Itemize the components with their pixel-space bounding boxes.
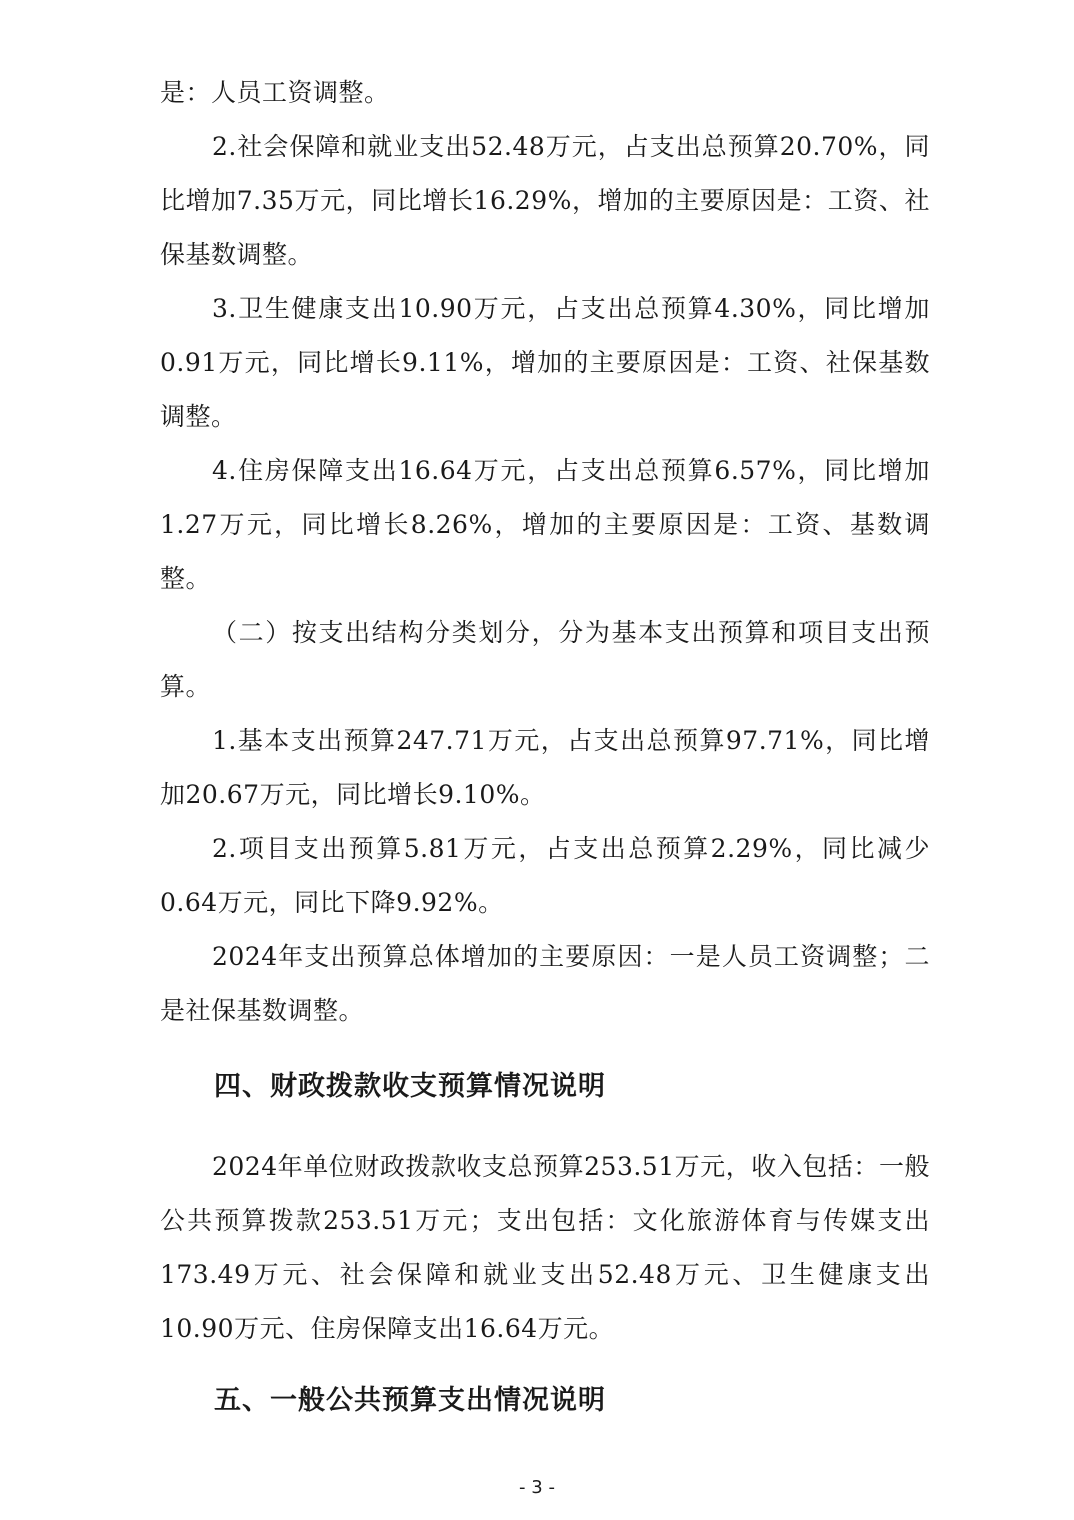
section-heading-4: 四、财政拨款收支预算情况说明: [214, 1071, 606, 1102]
paragraph-basic-expenditure: 1.基本支出预算247.71万元，占支出总预算97.71%，同比增加20.67万元，同比增长9.10%。: [160, 726, 930, 809]
paragraph-continued: 是：人员工资调整。: [160, 78, 390, 107]
page-number: - 3 -: [519, 1477, 555, 1498]
paragraph-social-security: 2.社会保障和就业支出52.48万元，占支出总预算20.70%，同比增加7.35万元，同比增长16.29%，增加的主要原因是：工资、社保基数调整。: [160, 132, 930, 269]
paragraph-health: 3.卫生健康支出10.90万元，占支出总预算4.30%，同比增加0.91万元，同比增长9.11%，增加的主要原因是：工资、社保基数调整。: [160, 294, 930, 431]
paragraph-overall-reason: 2024年支出预算总体增加的主要原因：一是人员工资调整；二是社保基数调整。: [160, 942, 930, 1025]
paragraph-structure-classification: （二）按支出结构分类划分，分为基本支出预算和项目支出预算。: [160, 618, 930, 701]
paragraph-housing: 4.住房保障支出16.64万元，占支出总预算6.57%，同比增加1.27万元，同比增长8.26%，增加的主要原因是：工资、基数调整。: [160, 456, 930, 593]
section-heading-5: 五、一般公共预算支出情况说明: [214, 1385, 606, 1416]
paragraph-project-expenditure: 2.项目支出预算5.81万元，占支出总预算2.29%，同比减少0.64万元，同比下降9.92%。: [160, 834, 930, 917]
paragraph-fiscal-budget: 2024年单位财政拨款收支总预算253.51万元，收入包括：一般公共预算拨款253.51万元；支出包括：文化旅游体育与传媒支出173.49万元、社会保障和就业支出52.48万元、卫生健康支出10.90万元、住房保障支出16.64万元。: [160, 1152, 930, 1343]
